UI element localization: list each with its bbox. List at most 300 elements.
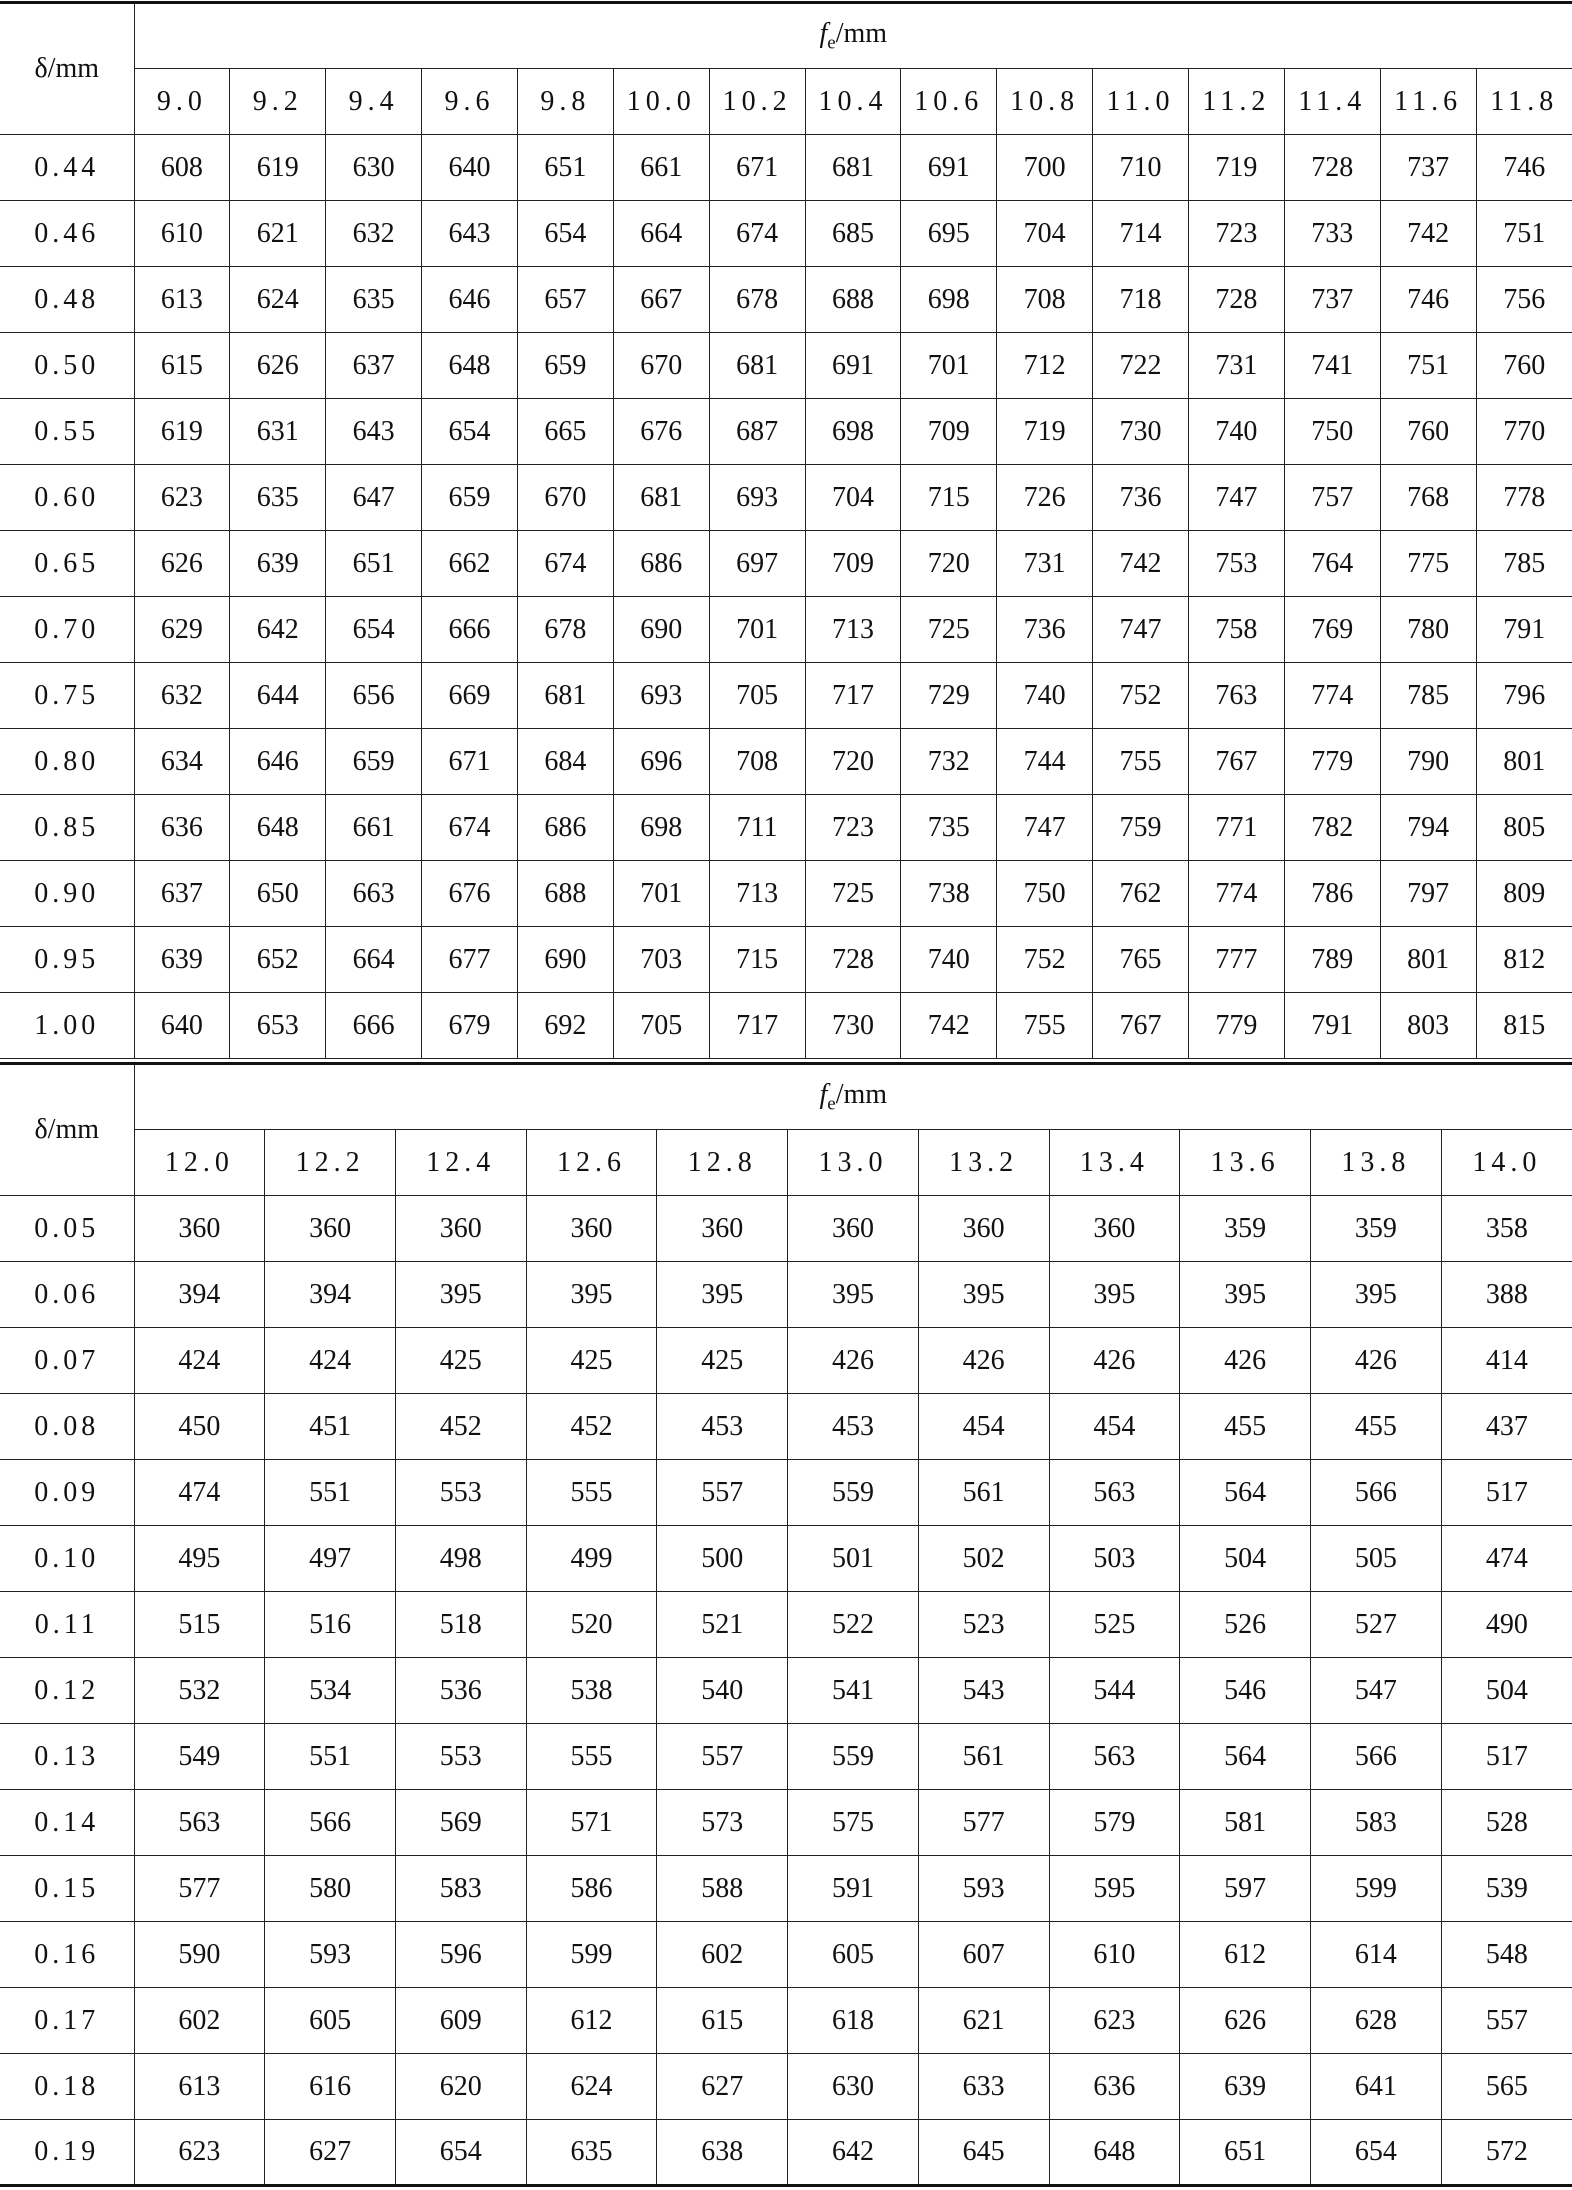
table-cell: 599 bbox=[526, 1922, 657, 1988]
table-cell: 687 bbox=[709, 399, 805, 465]
table-cell: 730 bbox=[805, 993, 901, 1059]
table-cell: 504 bbox=[1441, 1658, 1572, 1724]
row-label-delta: 0.07 bbox=[0, 1328, 134, 1394]
fe-symbol: f bbox=[819, 1078, 828, 1110]
table-cell: 426 bbox=[1049, 1328, 1180, 1394]
table-cell: 698 bbox=[901, 267, 997, 333]
table-cell: 671 bbox=[422, 729, 518, 795]
table-cell: 525 bbox=[1049, 1592, 1180, 1658]
table-cell: 454 bbox=[918, 1394, 1049, 1460]
table-cell: 646 bbox=[230, 729, 326, 795]
column-header: 11.6 bbox=[1380, 69, 1476, 135]
row-label-delta: 0.75 bbox=[0, 663, 134, 729]
table-cell: 453 bbox=[788, 1394, 919, 1460]
table-cell: 695 bbox=[901, 201, 997, 267]
table-cell: 566 bbox=[1310, 1460, 1441, 1526]
table-cell: 502 bbox=[918, 1526, 1049, 1592]
table-cell: 698 bbox=[805, 399, 901, 465]
table-cell: 495 bbox=[134, 1526, 265, 1592]
table-cell: 762 bbox=[1093, 861, 1189, 927]
table-cell: 701 bbox=[901, 333, 997, 399]
table-cell: 638 bbox=[657, 2120, 788, 2186]
table-cell: 744 bbox=[997, 729, 1093, 795]
table-cell: 549 bbox=[134, 1724, 265, 1790]
table-cell: 596 bbox=[395, 1922, 526, 1988]
table-cell: 564 bbox=[1180, 1724, 1311, 1790]
fe-unit: /mm bbox=[835, 17, 888, 49]
table-cell: 395 bbox=[1049, 1262, 1180, 1328]
table-cell: 737 bbox=[1284, 267, 1380, 333]
table-cell: 676 bbox=[422, 861, 518, 927]
table-cell: 595 bbox=[1049, 1856, 1180, 1922]
table-cell: 426 bbox=[788, 1328, 919, 1394]
table-cell: 763 bbox=[1188, 663, 1284, 729]
table-cell: 583 bbox=[1310, 1790, 1441, 1856]
table-cell: 395 bbox=[657, 1262, 788, 1328]
table-cell: 613 bbox=[134, 267, 230, 333]
table-cell: 731 bbox=[997, 531, 1093, 597]
table-cell: 563 bbox=[1049, 1724, 1180, 1790]
table-cell: 547 bbox=[1310, 1658, 1441, 1724]
table-cell: 812 bbox=[1476, 927, 1572, 993]
table-cell: 631 bbox=[230, 399, 326, 465]
table-cell: 651 bbox=[517, 135, 613, 201]
table-cell: 621 bbox=[230, 201, 326, 267]
table-cell: 654 bbox=[517, 201, 613, 267]
table-cell: 692 bbox=[517, 993, 613, 1059]
table-cell: 715 bbox=[709, 927, 805, 993]
table-cell: 624 bbox=[230, 267, 326, 333]
table-cell: 360 bbox=[788, 1196, 919, 1262]
table-cell: 697 bbox=[709, 531, 805, 597]
table-cell: 395 bbox=[1180, 1262, 1311, 1328]
column-header: 12.6 bbox=[526, 1130, 657, 1196]
table-row bbox=[0, 531, 1572, 597]
column-header: 10.2 bbox=[709, 69, 805, 135]
table-cell: 579 bbox=[1049, 1790, 1180, 1856]
table-row bbox=[0, 1592, 1572, 1658]
table-cell: 731 bbox=[1188, 333, 1284, 399]
table-cell: 785 bbox=[1476, 531, 1572, 597]
table-cell: 629 bbox=[134, 597, 230, 663]
table-row bbox=[0, 1262, 1572, 1328]
table-cell: 620 bbox=[395, 2054, 526, 2120]
table-cell: 639 bbox=[134, 927, 230, 993]
table-cell: 712 bbox=[997, 333, 1093, 399]
table-cell: 626 bbox=[134, 531, 230, 597]
row-label-delta: 0.90 bbox=[0, 861, 134, 927]
table-cell: 725 bbox=[805, 861, 901, 927]
table-cell: 451 bbox=[265, 1394, 396, 1460]
table-cell: 705 bbox=[613, 993, 709, 1059]
table-cell: 751 bbox=[1380, 333, 1476, 399]
table-cell: 615 bbox=[657, 1988, 788, 2054]
table-cell: 623 bbox=[1049, 1988, 1180, 2054]
table-cell: 577 bbox=[134, 1856, 265, 1922]
table-cell: 801 bbox=[1476, 729, 1572, 795]
table-cell: 504 bbox=[1180, 1526, 1311, 1592]
table-cell: 757 bbox=[1284, 465, 1380, 531]
table-cell: 566 bbox=[1310, 1724, 1441, 1790]
table-cell: 688 bbox=[517, 861, 613, 927]
row-label-delta: 0.70 bbox=[0, 597, 134, 663]
table-cell: 517 bbox=[1441, 1460, 1572, 1526]
row-label-delta: 0.12 bbox=[0, 1658, 134, 1724]
table-cell: 737 bbox=[1380, 135, 1476, 201]
table-cell: 615 bbox=[134, 333, 230, 399]
table-row bbox=[0, 663, 1572, 729]
table-cell: 643 bbox=[326, 399, 422, 465]
table-cell: 503 bbox=[1049, 1526, 1180, 1592]
table-cell: 623 bbox=[134, 2120, 265, 2186]
table-cell: 593 bbox=[918, 1856, 1049, 1922]
table-cell: 569 bbox=[395, 1790, 526, 1856]
table-row bbox=[0, 1922, 1572, 1988]
table-cell: 577 bbox=[918, 1790, 1049, 1856]
table-cell: 605 bbox=[788, 1922, 919, 1988]
table-cell: 557 bbox=[1441, 1988, 1572, 2054]
table-cell: 395 bbox=[526, 1262, 657, 1328]
table-cell: 746 bbox=[1380, 267, 1476, 333]
table-cell: 681 bbox=[805, 135, 901, 201]
table-cell: 602 bbox=[657, 1922, 788, 1988]
table-cell: 662 bbox=[422, 531, 518, 597]
table-cell: 640 bbox=[422, 135, 518, 201]
table-cell: 738 bbox=[901, 861, 997, 927]
table-cell: 654 bbox=[422, 399, 518, 465]
table-cell: 684 bbox=[517, 729, 613, 795]
table-cell: 637 bbox=[134, 861, 230, 927]
table-cell: 742 bbox=[1093, 531, 1189, 597]
table-cell: 648 bbox=[230, 795, 326, 861]
table-cell: 559 bbox=[788, 1460, 919, 1526]
table-cell: 588 bbox=[657, 1856, 788, 1922]
table-cell: 612 bbox=[1180, 1922, 1311, 1988]
table-cell: 633 bbox=[918, 2054, 1049, 2120]
table-cell: 700 bbox=[997, 135, 1093, 201]
table-cell: 627 bbox=[265, 2120, 396, 2186]
table-cell: 544 bbox=[1049, 1658, 1180, 1724]
row-header-delta: δ/mm bbox=[0, 1064, 134, 1196]
table-cell: 696 bbox=[613, 729, 709, 795]
table-cell: 729 bbox=[901, 663, 997, 729]
table-cell: 612 bbox=[526, 1988, 657, 2054]
table-cell: 686 bbox=[613, 531, 709, 597]
table-cell: 760 bbox=[1476, 333, 1572, 399]
table-cell: 501 bbox=[788, 1526, 919, 1592]
table-cell: 691 bbox=[805, 333, 901, 399]
table-cell: 614 bbox=[1310, 1922, 1441, 1988]
table-cell: 575 bbox=[788, 1790, 919, 1856]
table-cell: 801 bbox=[1380, 927, 1476, 993]
table-cell: 395 bbox=[918, 1262, 1049, 1328]
table-cell: 780 bbox=[1380, 597, 1476, 663]
row-label-delta: 0.60 bbox=[0, 465, 134, 531]
table-cell: 740 bbox=[1188, 399, 1284, 465]
table-cell: 557 bbox=[657, 1460, 788, 1526]
table-cell: 777 bbox=[1188, 927, 1284, 993]
row-label-delta: 0.09 bbox=[0, 1460, 134, 1526]
table-row bbox=[0, 135, 1572, 201]
column-header: 13.2 bbox=[918, 1130, 1049, 1196]
table-cell: 803 bbox=[1380, 993, 1476, 1059]
table-row bbox=[0, 1658, 1572, 1724]
table-row bbox=[0, 333, 1572, 399]
table-cell: 395 bbox=[395, 1262, 526, 1328]
table-cell: 618 bbox=[788, 1988, 919, 2054]
column-header: 13.8 bbox=[1310, 1130, 1441, 1196]
table-cell: 666 bbox=[422, 597, 518, 663]
table-cell: 613 bbox=[134, 2054, 265, 2120]
table-cell: 756 bbox=[1476, 267, 1572, 333]
table-cell: 522 bbox=[788, 1592, 919, 1658]
column-header: 13.4 bbox=[1049, 1130, 1180, 1196]
table-cell: 540 bbox=[657, 1658, 788, 1724]
table-cell: 656 bbox=[326, 663, 422, 729]
table-cell: 657 bbox=[517, 267, 613, 333]
table-cell: 797 bbox=[1380, 861, 1476, 927]
table-cell: 663 bbox=[326, 861, 422, 927]
table-row bbox=[0, 1526, 1572, 1592]
column-header: 9.2 bbox=[230, 69, 326, 135]
table-cell: 573 bbox=[657, 1790, 788, 1856]
table-cell: 599 bbox=[1310, 1856, 1441, 1922]
table-cell: 590 bbox=[134, 1922, 265, 1988]
table-cell: 685 bbox=[805, 201, 901, 267]
table-cell: 636 bbox=[134, 795, 230, 861]
column-header: 11.2 bbox=[1188, 69, 1284, 135]
table-cell: 747 bbox=[1188, 465, 1284, 531]
table-cell: 796 bbox=[1476, 663, 1572, 729]
table-cell: 711 bbox=[709, 795, 805, 861]
table-cell: 516 bbox=[265, 1592, 396, 1658]
table-cell: 654 bbox=[326, 597, 422, 663]
table-cell: 722 bbox=[1093, 333, 1189, 399]
table-cell: 359 bbox=[1310, 1196, 1441, 1262]
table-cell: 452 bbox=[395, 1394, 526, 1460]
column-header: 9.6 bbox=[422, 69, 518, 135]
table-cell: 609 bbox=[395, 1988, 526, 2054]
table-cell: 642 bbox=[788, 2120, 919, 2186]
table-cell: 520 bbox=[526, 1592, 657, 1658]
table-cell: 527 bbox=[1310, 1592, 1441, 1658]
table-cell: 630 bbox=[326, 135, 422, 201]
table-cell: 450 bbox=[134, 1394, 265, 1460]
table-cell: 425 bbox=[526, 1328, 657, 1394]
table-cell: 671 bbox=[709, 135, 805, 201]
table-upper bbox=[0, 1, 1572, 1059]
table-cell: 709 bbox=[901, 399, 997, 465]
table-cell: 688 bbox=[805, 267, 901, 333]
table-cell: 619 bbox=[134, 399, 230, 465]
table-cell: 717 bbox=[709, 993, 805, 1059]
row-label-delta: 0.10 bbox=[0, 1526, 134, 1592]
table-row bbox=[0, 1394, 1572, 1460]
table-cell: 767 bbox=[1188, 729, 1284, 795]
table-cell: 635 bbox=[526, 2120, 657, 2186]
table-cell: 704 bbox=[805, 465, 901, 531]
column-header: 11.4 bbox=[1284, 69, 1380, 135]
table-cell: 747 bbox=[997, 795, 1093, 861]
table-cell: 360 bbox=[526, 1196, 657, 1262]
table-cell: 593 bbox=[265, 1922, 396, 1988]
row-label-delta: 0.48 bbox=[0, 267, 134, 333]
column-header: 12.8 bbox=[657, 1130, 788, 1196]
table-cell: 674 bbox=[709, 201, 805, 267]
table-cell: 394 bbox=[134, 1262, 265, 1328]
table-cell: 681 bbox=[613, 465, 709, 531]
table-cell: 553 bbox=[395, 1460, 526, 1526]
table-cell: 583 bbox=[395, 1856, 526, 1922]
table-cell: 742 bbox=[1380, 201, 1476, 267]
table-cell: 691 bbox=[901, 135, 997, 201]
table-cell: 605 bbox=[265, 1988, 396, 2054]
table-cell: 677 bbox=[422, 927, 518, 993]
row-label-delta: 0.08 bbox=[0, 1394, 134, 1460]
table-cell: 538 bbox=[526, 1658, 657, 1724]
column-header: 10.6 bbox=[901, 69, 997, 135]
row-label-delta: 0.15 bbox=[0, 1856, 134, 1922]
table-cell: 425 bbox=[657, 1328, 788, 1394]
row-label-delta: 0.44 bbox=[0, 135, 134, 201]
table-cell: 654 bbox=[395, 2120, 526, 2186]
table-cell: 424 bbox=[134, 1328, 265, 1394]
table-cell: 541 bbox=[788, 1658, 919, 1724]
table-cell: 499 bbox=[526, 1526, 657, 1592]
table-cell: 632 bbox=[326, 201, 422, 267]
table-cell: 651 bbox=[1180, 2120, 1311, 2186]
table-row bbox=[0, 1790, 1572, 1856]
fe-symbol: f bbox=[819, 17, 828, 49]
table-cell: 690 bbox=[613, 597, 709, 663]
column-header: 11.0 bbox=[1093, 69, 1189, 135]
table-cell: 681 bbox=[517, 663, 613, 729]
table-cell: 534 bbox=[265, 1658, 396, 1724]
table-cell: 720 bbox=[805, 729, 901, 795]
table-row bbox=[0, 597, 1572, 663]
column-header: 12.2 bbox=[265, 1130, 396, 1196]
table-cell: 746 bbox=[1476, 135, 1572, 201]
table-cell: 665 bbox=[517, 399, 613, 465]
column-header: 14.0 bbox=[1441, 1130, 1572, 1196]
row-label-delta: 0.05 bbox=[0, 1196, 134, 1262]
table-cell: 736 bbox=[1093, 465, 1189, 531]
table-cell: 752 bbox=[1093, 663, 1189, 729]
table-cell: 360 bbox=[1049, 1196, 1180, 1262]
table-cell: 454 bbox=[1049, 1394, 1180, 1460]
table-cell: 704 bbox=[997, 201, 1093, 267]
table-cell: 785 bbox=[1380, 663, 1476, 729]
table-cell: 713 bbox=[805, 597, 901, 663]
table-row bbox=[0, 729, 1572, 795]
row-label-delta: 0.06 bbox=[0, 1262, 134, 1328]
row-label-delta: 0.11 bbox=[0, 1592, 134, 1658]
table-row bbox=[0, 1460, 1572, 1526]
table-cell: 768 bbox=[1380, 465, 1476, 531]
table-cell: 779 bbox=[1188, 993, 1284, 1059]
table-cell: 565 bbox=[1441, 2054, 1572, 2120]
table-cell: 636 bbox=[1049, 2054, 1180, 2120]
table-cell: 717 bbox=[805, 663, 901, 729]
table-cell: 616 bbox=[265, 2054, 396, 2120]
table-cell: 474 bbox=[134, 1460, 265, 1526]
table-cell: 360 bbox=[134, 1196, 265, 1262]
row-header-delta: δ/mm bbox=[0, 3, 134, 135]
table-cell: 654 bbox=[1310, 2120, 1441, 2186]
table-cell: 551 bbox=[265, 1724, 396, 1790]
table-cell: 474 bbox=[1441, 1526, 1572, 1592]
table-cell: 643 bbox=[422, 201, 518, 267]
table-cell: 791 bbox=[1284, 993, 1380, 1059]
table-cell: 426 bbox=[1180, 1328, 1311, 1394]
table-cell: 424 bbox=[265, 1328, 396, 1394]
table-cell: 708 bbox=[709, 729, 805, 795]
table-cell: 714 bbox=[1093, 201, 1189, 267]
table-cell: 580 bbox=[265, 1856, 396, 1922]
table-cell: 455 bbox=[1310, 1394, 1441, 1460]
table-cell: 679 bbox=[422, 993, 518, 1059]
table-cell: 723 bbox=[1188, 201, 1284, 267]
table-cell: 641 bbox=[1310, 2054, 1441, 2120]
table-cell: 736 bbox=[997, 597, 1093, 663]
table-cell: 518 bbox=[395, 1592, 526, 1658]
table-cell: 546 bbox=[1180, 1658, 1311, 1724]
table-cell: 650 bbox=[230, 861, 326, 927]
table-cell: 667 bbox=[613, 267, 709, 333]
table-cell: 755 bbox=[997, 993, 1093, 1059]
table-cell: 653 bbox=[230, 993, 326, 1059]
column-header: 10.0 bbox=[613, 69, 709, 135]
table-cell: 360 bbox=[265, 1196, 396, 1262]
table-cell: 719 bbox=[1188, 135, 1284, 201]
table-cell: 515 bbox=[134, 1592, 265, 1658]
table-row bbox=[0, 1196, 1572, 1262]
table-cell: 782 bbox=[1284, 795, 1380, 861]
table-cell: 794 bbox=[1380, 795, 1476, 861]
table-cell: 426 bbox=[918, 1328, 1049, 1394]
table-cell: 490 bbox=[1441, 1592, 1572, 1658]
table-cell: 718 bbox=[1093, 267, 1189, 333]
table-cell: 608 bbox=[134, 135, 230, 201]
table-cell: 701 bbox=[709, 597, 805, 663]
table-cell: 710 bbox=[1093, 135, 1189, 201]
column-group-header bbox=[134, 1064, 1572, 1130]
table-cell: 752 bbox=[997, 927, 1093, 993]
table-cell: 652 bbox=[230, 927, 326, 993]
table-cell: 715 bbox=[901, 465, 997, 531]
table-cell: 669 bbox=[422, 663, 518, 729]
table-cell: 659 bbox=[326, 729, 422, 795]
table-cell: 750 bbox=[1284, 399, 1380, 465]
column-header: 9.0 bbox=[134, 69, 230, 135]
table-cell: 732 bbox=[901, 729, 997, 795]
column-header: 11.8 bbox=[1476, 69, 1572, 135]
table-cell: 551 bbox=[265, 1460, 396, 1526]
table-cell: 395 bbox=[788, 1262, 919, 1328]
fe-subscript: e bbox=[827, 32, 836, 54]
table-cell: 767 bbox=[1093, 993, 1189, 1059]
table-cell: 730 bbox=[1093, 399, 1189, 465]
table-cell: 563 bbox=[134, 1790, 265, 1856]
table-cell: 635 bbox=[230, 465, 326, 531]
table-cell: 500 bbox=[657, 1526, 788, 1592]
row-label-delta: 0.14 bbox=[0, 1790, 134, 1856]
table-cell: 723 bbox=[805, 795, 901, 861]
table-cell: 758 bbox=[1188, 597, 1284, 663]
table-cell: 805 bbox=[1476, 795, 1572, 861]
table-cell: 719 bbox=[997, 399, 1093, 465]
table-cell: 774 bbox=[1188, 861, 1284, 927]
